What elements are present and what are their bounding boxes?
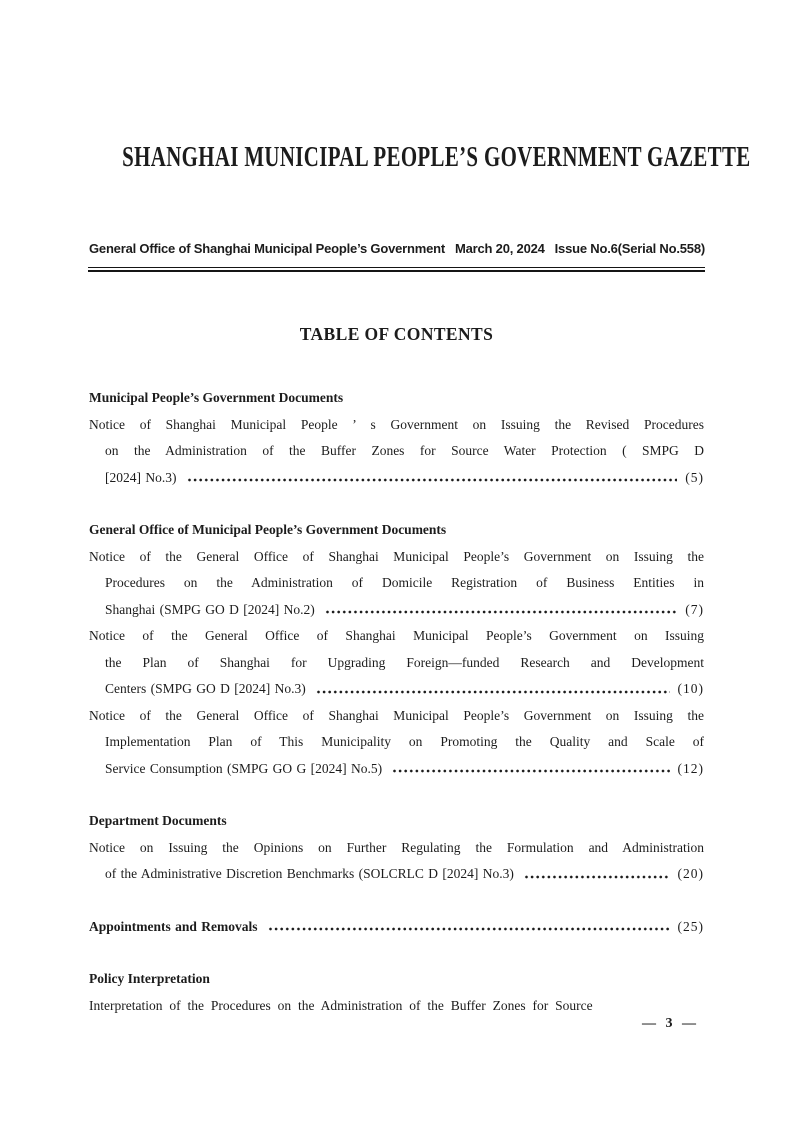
page-ref: (25) xyxy=(677,918,704,934)
toc-entry-lastline xyxy=(89,861,704,888)
page-folio: — 3 — xyxy=(642,1016,699,1031)
toc-entry-line: Notice of the General Office of Shanghai Municipal People’s Government on Issuing the xyxy=(89,548,704,564)
toc-entry xyxy=(89,412,704,492)
section-heading: Department Documents xyxy=(89,813,227,828)
toc-entry-line: Notice of Shanghai Municipal People ’ s Government on Issuing the Revised Procedures xyxy=(89,416,704,432)
toc-entry-line: the Plan of Shanghai for Upgrading Foreign—funded Research and Development xyxy=(105,654,704,670)
toc-entry-lastline xyxy=(89,756,704,783)
toc-entry-line: on the Administration of the Buffer Zones for Source Water Protection ( SMPG D xyxy=(105,443,704,458)
toc-entry-lastline xyxy=(89,465,704,492)
section-heading: Appointments and Removals xyxy=(89,918,258,934)
toc-entry xyxy=(89,544,704,624)
toc-entry-lastline xyxy=(89,676,704,703)
toc-entry-line: Interpretation of the Procedures on the Administration of the Buffer Zones for Source xyxy=(89,997,593,1013)
dot-leader xyxy=(524,874,670,880)
toc-entry xyxy=(89,835,704,888)
toc-entry-line: Implementation Plan of This Municipality on Promoting the Quality and Scale of xyxy=(105,734,704,749)
section-heading: General Office of Municipal People’s Government Documents xyxy=(89,522,447,537)
toc-entry-line: Notice on Issuing the Opinions on Further Regulating the Formulation and Administration xyxy=(89,839,704,855)
page-ref: (5) xyxy=(685,469,704,485)
toc-section-policy-interpretation xyxy=(89,966,704,1019)
toc-entry-line: of the Administrative Discretion Benchmarks (SOLCRLC D [2024] No.3) xyxy=(105,866,514,881)
toc-entry-line: Service Consumption (SMPG GO G [2024] No.5) xyxy=(105,760,383,776)
toc-entry-line: Shanghai (SMPG GO D [2024] No.2) xyxy=(105,601,315,617)
toc-section-department-documents xyxy=(89,808,704,888)
toc-section-general-office-documents xyxy=(89,517,704,782)
double-rule-divider xyxy=(88,267,705,272)
toc-entry-lastline xyxy=(89,597,704,624)
toc-entry-line: Procedures on the Administration of Domicile Registration of Business Entities in xyxy=(105,575,704,590)
table-of-contents xyxy=(89,385,704,1019)
page-ref: (10) xyxy=(677,681,704,696)
dot-leader xyxy=(187,477,678,483)
toc-entry-line: Notice of the General Office of Shanghai Municipal People’s Government on Issuing xyxy=(89,628,704,643)
toc-entry-lastline xyxy=(89,914,704,941)
page-ref: (7) xyxy=(685,601,704,617)
toc-entry-line: Centers (SMPG GO D [2024] No.3) xyxy=(105,681,306,696)
issue-date: March 20, 2024 xyxy=(454,241,545,256)
page-ref: (20) xyxy=(677,866,704,881)
dot-leader xyxy=(268,926,670,932)
toc-title: TABLE OF CONTENTS xyxy=(299,324,494,344)
toc-entry xyxy=(89,993,704,1020)
toc-section-municipal-documents xyxy=(89,385,704,491)
toc-entry-line: [2024] No.3) xyxy=(105,469,177,485)
publisher-name: General Office of Shanghai Municipal People’s Government xyxy=(89,241,446,256)
toc-section-appointments-removals xyxy=(89,914,704,941)
toc-entry-line: Notice of the General Office of Shanghai Municipal People’s Government on Issuing the xyxy=(89,707,704,723)
section-heading: Policy Interpretation xyxy=(89,971,210,986)
masthead xyxy=(0,141,793,174)
toc-entry xyxy=(89,703,704,783)
issue-number: Issue No.6(Serial No.558) xyxy=(554,241,705,256)
page-ref: (12) xyxy=(677,760,704,776)
gazette-title: SHANGHAI MUNICIPAL PEOPLE’S GOVERNMENT GAZETTE xyxy=(122,141,751,173)
publication-info-line xyxy=(89,241,705,256)
dot-leader xyxy=(325,609,678,615)
dot-leader xyxy=(316,689,670,695)
section-heading: Municipal People’s Government Documents xyxy=(89,390,344,405)
toc-entry xyxy=(89,623,704,703)
dot-leader xyxy=(392,768,669,774)
